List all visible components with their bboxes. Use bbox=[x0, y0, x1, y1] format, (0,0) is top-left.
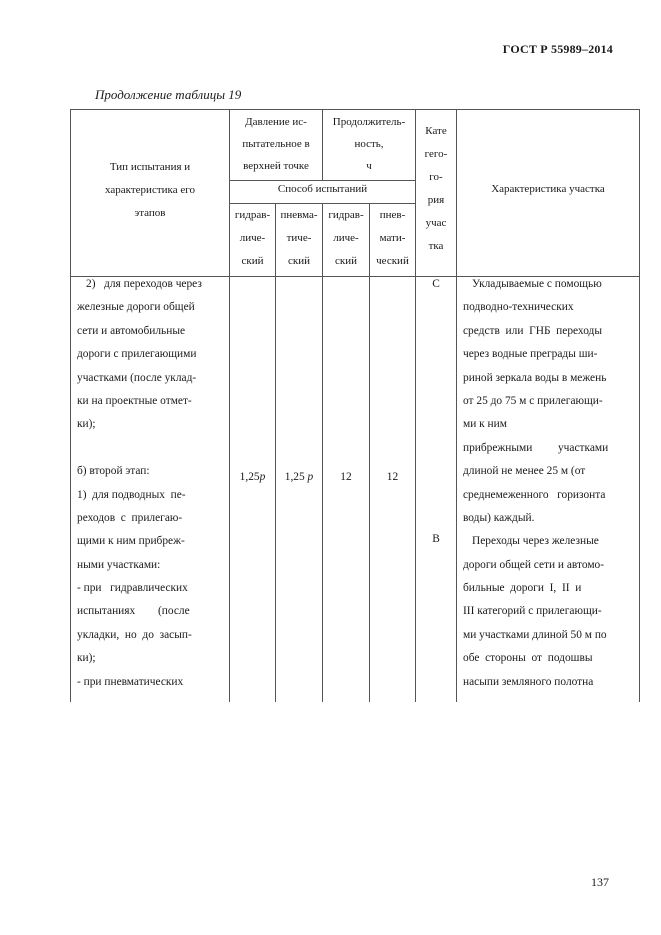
characteristic-line: среднемеженного горизонта bbox=[463, 488, 606, 501]
header-category: Кате гего- го- рия учас тка bbox=[424, 125, 448, 252]
characteristic-line: обе стороны от подошвы bbox=[463, 652, 593, 665]
characteristic-line: насыпи земляного полотна bbox=[463, 675, 594, 688]
table-top-border bbox=[70, 109, 640, 110]
header-sub-pneumatic-2: пнев- мати- ческий bbox=[376, 209, 409, 267]
category-c: С bbox=[432, 278, 440, 290]
characteristic-line: ми к ним bbox=[463, 418, 507, 431]
test-type-line: б) второй этап: bbox=[77, 465, 150, 478]
col-border-3b bbox=[322, 203, 323, 702]
characteristic-line: средств или ГНБ переходы bbox=[463, 324, 603, 337]
characteristic-line: прибрежными участками bbox=[463, 441, 609, 454]
col-border-left bbox=[70, 109, 71, 702]
test-type-line: участками (после уклад- bbox=[77, 371, 197, 384]
test-type-line: ки); bbox=[77, 418, 96, 431]
category-v: В bbox=[432, 533, 440, 545]
duration-hydraulic-value: 12 bbox=[340, 471, 352, 483]
col-border-right bbox=[639, 109, 640, 702]
table-caption: Продолжение таблицы 19 bbox=[95, 87, 242, 102]
col-border-2 bbox=[275, 203, 276, 702]
duration-pneumatic-value: 12 bbox=[386, 471, 399, 483]
header-pressure: Давление ис- пытательное в верхней точке bbox=[242, 116, 310, 172]
test-type-line: ки на проектные отмет- bbox=[77, 394, 192, 407]
characteristic-line: III категорий с прилегающи- bbox=[463, 605, 602, 618]
characteristic-line: воды) каждый. bbox=[463, 511, 535, 524]
test-type-line: дороги с прилегающими bbox=[77, 348, 197, 361]
standard-number: ГОСТ Р 55989–2014 bbox=[502, 42, 613, 56]
test-type-line: щими к ним прибреж- bbox=[77, 535, 185, 548]
col-border-4 bbox=[369, 203, 370, 702]
test-type-line: испытаниях (после bbox=[77, 605, 190, 618]
test-type-line: - при пневматических bbox=[77, 675, 184, 688]
test-type-line: укладки, но до засып- bbox=[77, 628, 192, 641]
characteristic-line: длиной не менее 25 м (от bbox=[463, 465, 586, 478]
test-type-line: реходов с прилегаю- bbox=[77, 511, 183, 524]
pressure-hydraulic-value: 1,25p bbox=[239, 471, 266, 483]
page-number: 137 bbox=[591, 875, 609, 889]
pressure-pneumatic-value: 1,25 p bbox=[284, 471, 314, 483]
test-type-line: сети и автомобильные bbox=[77, 324, 186, 337]
header-characteristic: Характеристика участка bbox=[491, 183, 605, 195]
test-type-line: 2) для переходов через bbox=[86, 278, 202, 290]
header-sub-hydraulic-1: гидрав- личе- ский bbox=[234, 209, 271, 267]
characteristic-line: Укладываемые с помощью bbox=[472, 278, 602, 290]
characteristic-line: бильные дороги I, II и bbox=[463, 582, 582, 595]
header-sub-pneumatic-1: пневма- тиче- ский bbox=[280, 209, 318, 267]
test-type-line: ными участками: bbox=[77, 558, 161, 571]
characteristic-line: Переходы через железные bbox=[472, 535, 599, 548]
header-method: Способ испытаний bbox=[277, 183, 368, 195]
header-test-type: Тип испытания и характеристика его этапов bbox=[105, 161, 195, 219]
test-type-line bbox=[77, 437, 227, 460]
test-type-line: 1) для подводных пе- bbox=[77, 488, 186, 501]
test-type-line: железные дороги общей bbox=[77, 301, 195, 314]
test-type-line: - при гидравлических bbox=[77, 582, 188, 595]
characteristic-line: ми участками длиной 50 м по bbox=[463, 628, 607, 641]
characteristic-column bbox=[463, 273, 633, 694]
characteristic-line: от 25 до 75 м с прилегающи- bbox=[463, 394, 603, 407]
characteristic-line: подводно-технических bbox=[463, 301, 574, 314]
test-type-line: ки); bbox=[77, 652, 96, 665]
header-sub-hydraulic-2: гидрав- личе- ский bbox=[328, 209, 364, 267]
test-type-column bbox=[77, 273, 227, 694]
characteristic-line: риной зеркала воды в межень bbox=[463, 371, 607, 384]
characteristic-line: дороги общей сети и автомо- bbox=[463, 558, 605, 571]
characteristic-line: через водные преграды ши- bbox=[463, 348, 598, 361]
header-duration: Продолжитель- ность, ч bbox=[332, 116, 406, 172]
